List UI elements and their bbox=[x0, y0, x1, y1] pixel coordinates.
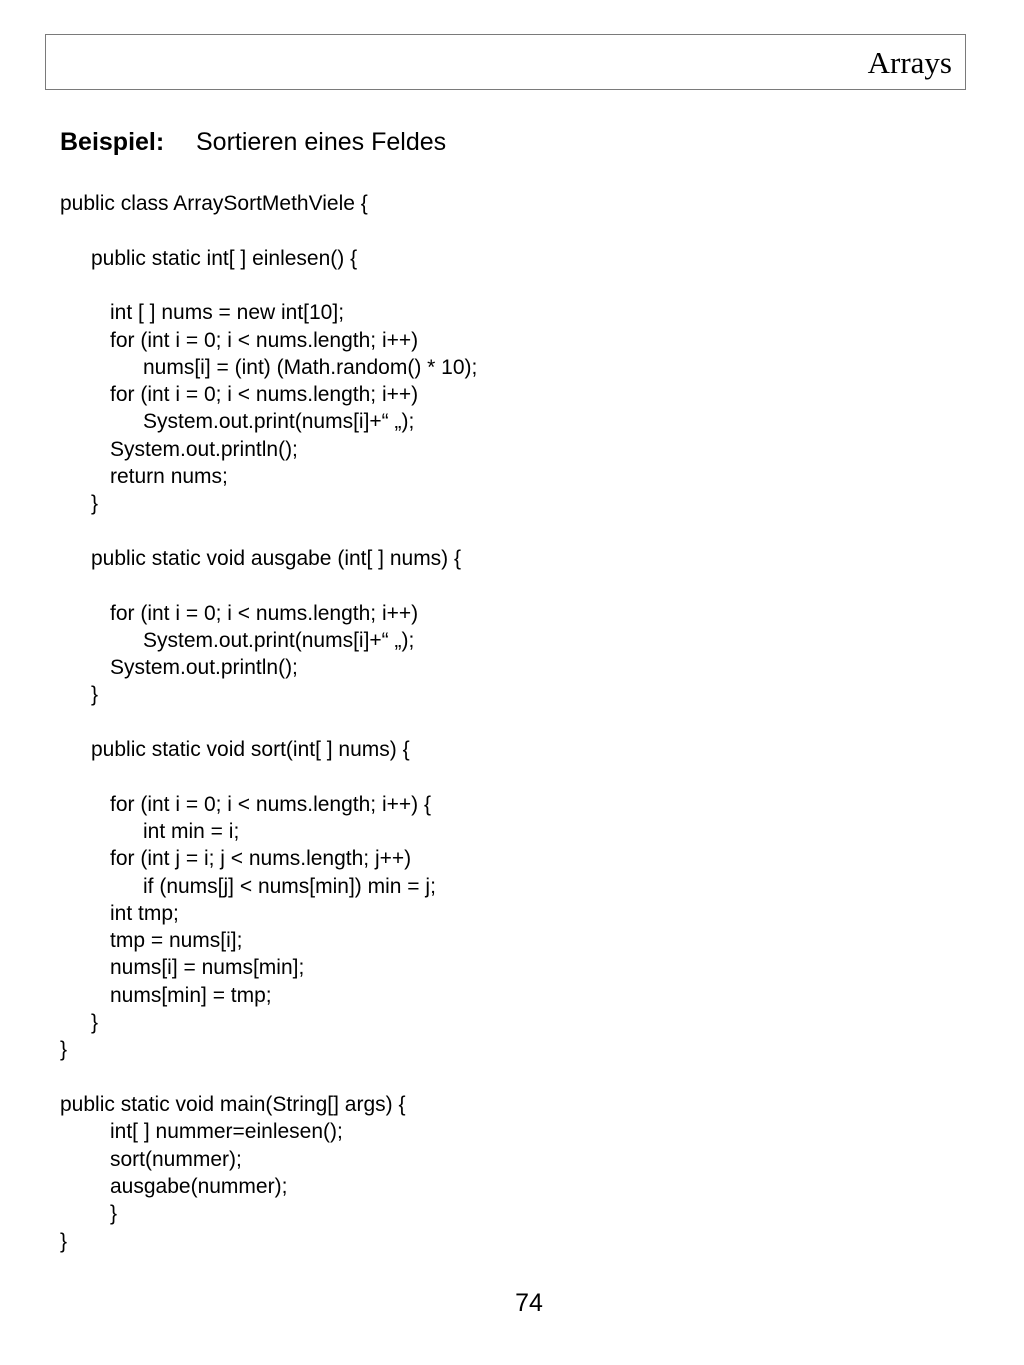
code-line: System.out.println(); bbox=[110, 438, 298, 461]
code-line: System.out.print(nums[i]+“ „); bbox=[143, 629, 415, 652]
code-line: for (int j = i; j < nums.length; j++) bbox=[110, 847, 412, 870]
code-line: for (int i = 0; i < nums.length; i++) bbox=[110, 602, 419, 625]
code-line: public static void sort(int[ ] nums) { bbox=[91, 738, 410, 761]
code-line: int[ ] nummer=einlesen(); bbox=[110, 1120, 343, 1143]
example-title: Sortieren eines Feldes bbox=[196, 128, 447, 156]
code-line: public static void ausgabe (int[ ] nums) { bbox=[91, 547, 462, 570]
code-line: public static int[ ] einlesen() { bbox=[91, 247, 358, 270]
code-line: public class ArraySortMethViele { bbox=[60, 192, 368, 215]
code-line: ausgabe(nummer); bbox=[110, 1175, 288, 1198]
code-line: int min = i; bbox=[143, 820, 240, 843]
example-label: Beispiel: bbox=[60, 128, 165, 156]
code-line: nums[min] = tmp; bbox=[110, 984, 272, 1007]
example-heading bbox=[60, 126, 446, 158]
code-line: } bbox=[91, 683, 99, 706]
code-line: for (int i = 0; i < nums.length; i++) { bbox=[110, 793, 431, 816]
code-line: } bbox=[60, 1038, 68, 1061]
header-box bbox=[45, 34, 966, 90]
code-line: nums[i] = nums[min]; bbox=[110, 956, 305, 979]
code-line: nums[i] = (int) (Math.random() * 10); bbox=[143, 356, 478, 379]
code-line: } bbox=[60, 1230, 68, 1253]
code-line: int [ ] nums = new int[10]; bbox=[110, 301, 345, 324]
section-title: Arrays bbox=[867, 45, 952, 80]
code-line: } bbox=[91, 1011, 99, 1034]
code-line: for (int i = 0; i < nums.length; i++) bbox=[110, 383, 419, 406]
page-number: 74 bbox=[515, 1289, 543, 1317]
code-line: } bbox=[91, 492, 99, 515]
code-line: } bbox=[110, 1202, 118, 1225]
code-line: sort(nummer); bbox=[110, 1148, 242, 1171]
code-line: tmp = nums[i]; bbox=[110, 929, 243, 952]
code-line: if (nums[j] < nums[min]) min = j; bbox=[143, 875, 436, 898]
code-line: public static void main(String[] args) { bbox=[60, 1093, 406, 1116]
code-line: System.out.print(nums[i]+“ „); bbox=[143, 410, 415, 433]
code-line: return nums; bbox=[110, 465, 228, 488]
code-line: System.out.println(); bbox=[110, 656, 298, 679]
code-line: int tmp; bbox=[110, 902, 179, 925]
code-line: for (int i = 0; i < nums.length; i++) bbox=[110, 329, 419, 352]
